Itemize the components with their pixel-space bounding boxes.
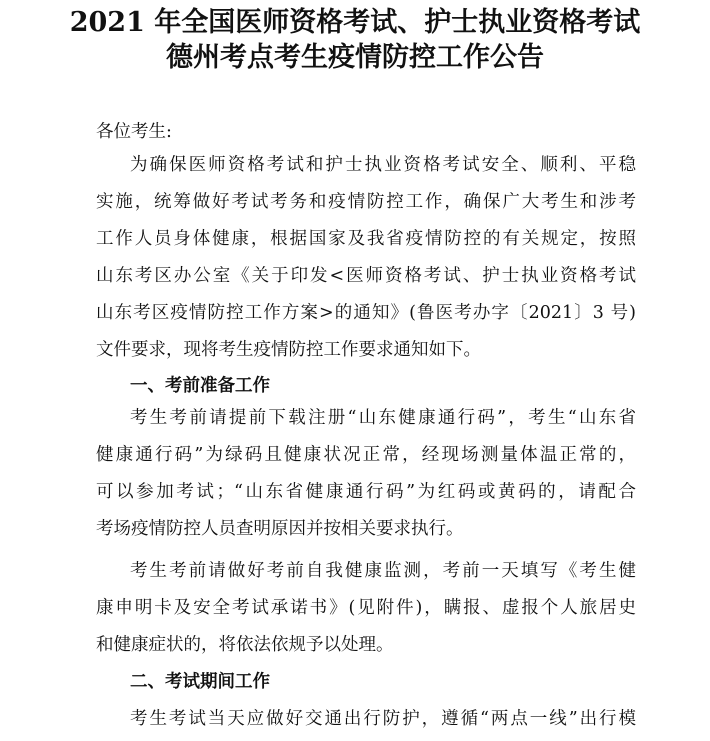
section-2-heading: 二、考试期间工作 bbox=[130, 672, 270, 692]
section-1-heading: 一、考前准备工作 bbox=[130, 376, 270, 396]
paragraph-1-line: 为确保医师资格考试和护士执业资格考试安全、顺利、平稳 bbox=[130, 155, 636, 175]
paragraph-1-line: 山东考区疫情防控工作方案>的通知》(鲁医考办字〔2021〕3 号) bbox=[96, 303, 636, 323]
salutation: 各位考生: bbox=[96, 122, 172, 142]
paragraph-1-line: 文件要求，现将考生疫情防控工作要求通知如下。 bbox=[96, 340, 481, 360]
paragraph-1-line: 实施，统筹做好考试考务和疫情防控工作，确保广大考生和涉考 bbox=[96, 192, 636, 212]
paragraph-1-line: 山东考区办公室《关于印发<医师资格考试、护士执业资格考试 bbox=[96, 266, 636, 286]
paragraph-4-line: 考生考试当天应做好交通出行防护，遵循“两点一线”出行模 bbox=[130, 709, 636, 729]
paragraph-1-line: 工作人员身体健康，根据国家及我省疫情防控的有关规定，按照 bbox=[96, 229, 636, 249]
paragraph-2-line: 可以参加考试；“山东省健康通行码”为红码或黄码的，请配合 bbox=[96, 482, 636, 502]
title-line-1: 2021 年全国医师资格考试、护士执业资格考试 bbox=[69, 7, 641, 38]
paragraph-3-line: 康申明卡及安全考试承诺书》(见附件)，瞒报、虚报个人旅居史 bbox=[96, 598, 636, 618]
paragraph-2-line: 健康通行码”为绿码且健康状况正常，经现场测量体温正常的， bbox=[96, 445, 636, 465]
paragraph-2-line: 考场疫情防控人员查明原因并按相关要求执行。 bbox=[96, 519, 464, 539]
paragraph-3-line: 考生考前请做好考前自我健康监测，考前一天填写《考生健 bbox=[130, 561, 636, 581]
paragraph-3-line: 和健康症状的，将依法依规予以处理。 bbox=[96, 635, 394, 655]
paragraph-2-line: 考生考前请提前下载注册“山东健康通行码”，考生“山东省 bbox=[130, 408, 636, 428]
title-line-2: 德州考点考生疫情防控工作公告 bbox=[166, 42, 544, 73]
